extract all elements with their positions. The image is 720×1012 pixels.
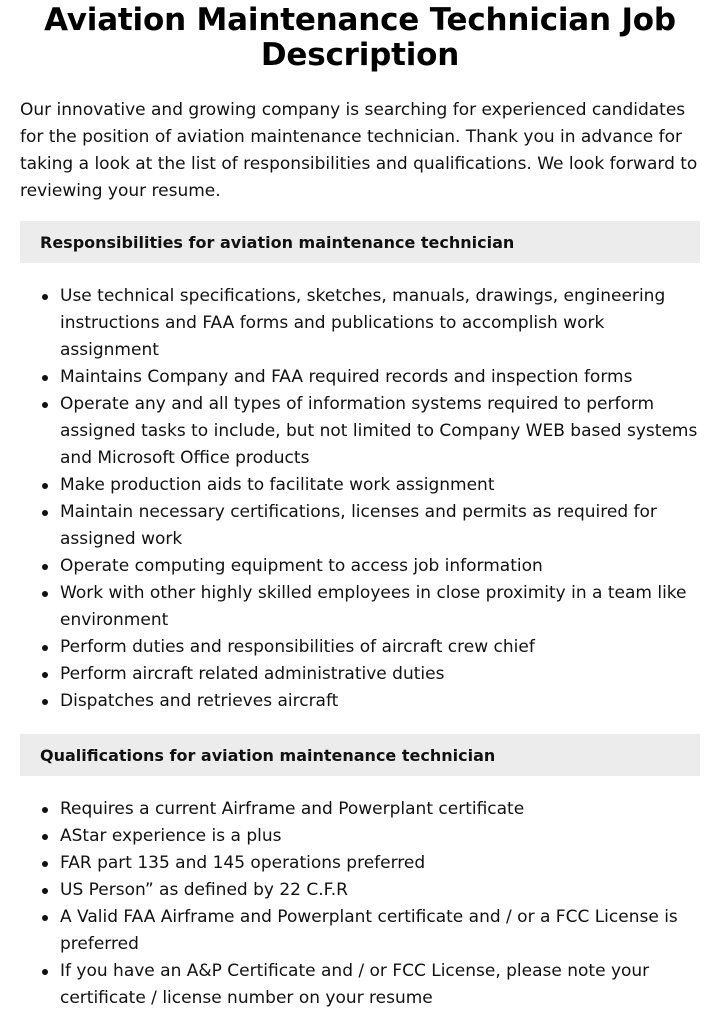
qualifications-header	[20, 734, 700, 776]
list-item: Requires a current Airframe and Powerplant certificate	[20, 796, 700, 823]
list-item: Maintains Company and FAA required records and inspection forms	[20, 364, 700, 391]
qualifications-heading: Qualifications for aviation maintenance technician	[40, 745, 496, 765]
list-item: Dispatches and retrieves aircraft	[20, 688, 700, 715]
intro-paragraph: Our innovative and growing company is searching for experienced candidates for the position of aviation maintenance technician. Thank you in advance for taking a look at the list of responsibilities and qualifications. We look forward to reviewing your resume.	[20, 100, 698, 201]
responsibilities-heading: Responsibilities for aviation maintenance technician	[40, 232, 515, 252]
list-item: Perform duties and responsibilities of aircraft crew chief	[20, 634, 700, 661]
list-item: Maintain necessary certifications, licenses and permits as required for assigned work	[20, 499, 700, 553]
list-item: Operate any and all types of information systems required to perform assigned tasks to include, but not limited to Company WEB based systems and Microsoft Office products	[20, 391, 700, 472]
responsibilities-list	[20, 283, 700, 715]
list-item: Use technical specifications, sketches, manuals, drawings, engineering instructions and FAA forms and publications to accomplish work assignment	[20, 283, 700, 364]
list-item: AStar experience is a plus	[20, 823, 700, 850]
list-item: Make production aids to facilitate work assignment	[20, 472, 700, 499]
list-item: Operate computing equipment to access job information	[20, 553, 700, 580]
responsibilities-header	[20, 221, 700, 263]
list-item: US Person” as defined by 22 C.F.R	[20, 877, 700, 904]
page-title: Aviation Maintenance Technician Job Description	[44, 2, 676, 73]
list-item: Perform aircraft related administrative duties	[20, 661, 700, 688]
list-item: FAR part 135 and 145 operations preferred	[20, 850, 700, 877]
list-item: If you have an A&P Certificate and / or FCC License, please note your certificate / license number on your resume	[20, 958, 700, 1012]
list-item: Work with other highly skilled employees in close proximity in a team like environment	[20, 580, 700, 634]
qualifications-list	[20, 796, 700, 1012]
list-item: A Valid FAA Airframe and Powerplant certificate and / or a FCC License is preferred	[20, 904, 700, 958]
